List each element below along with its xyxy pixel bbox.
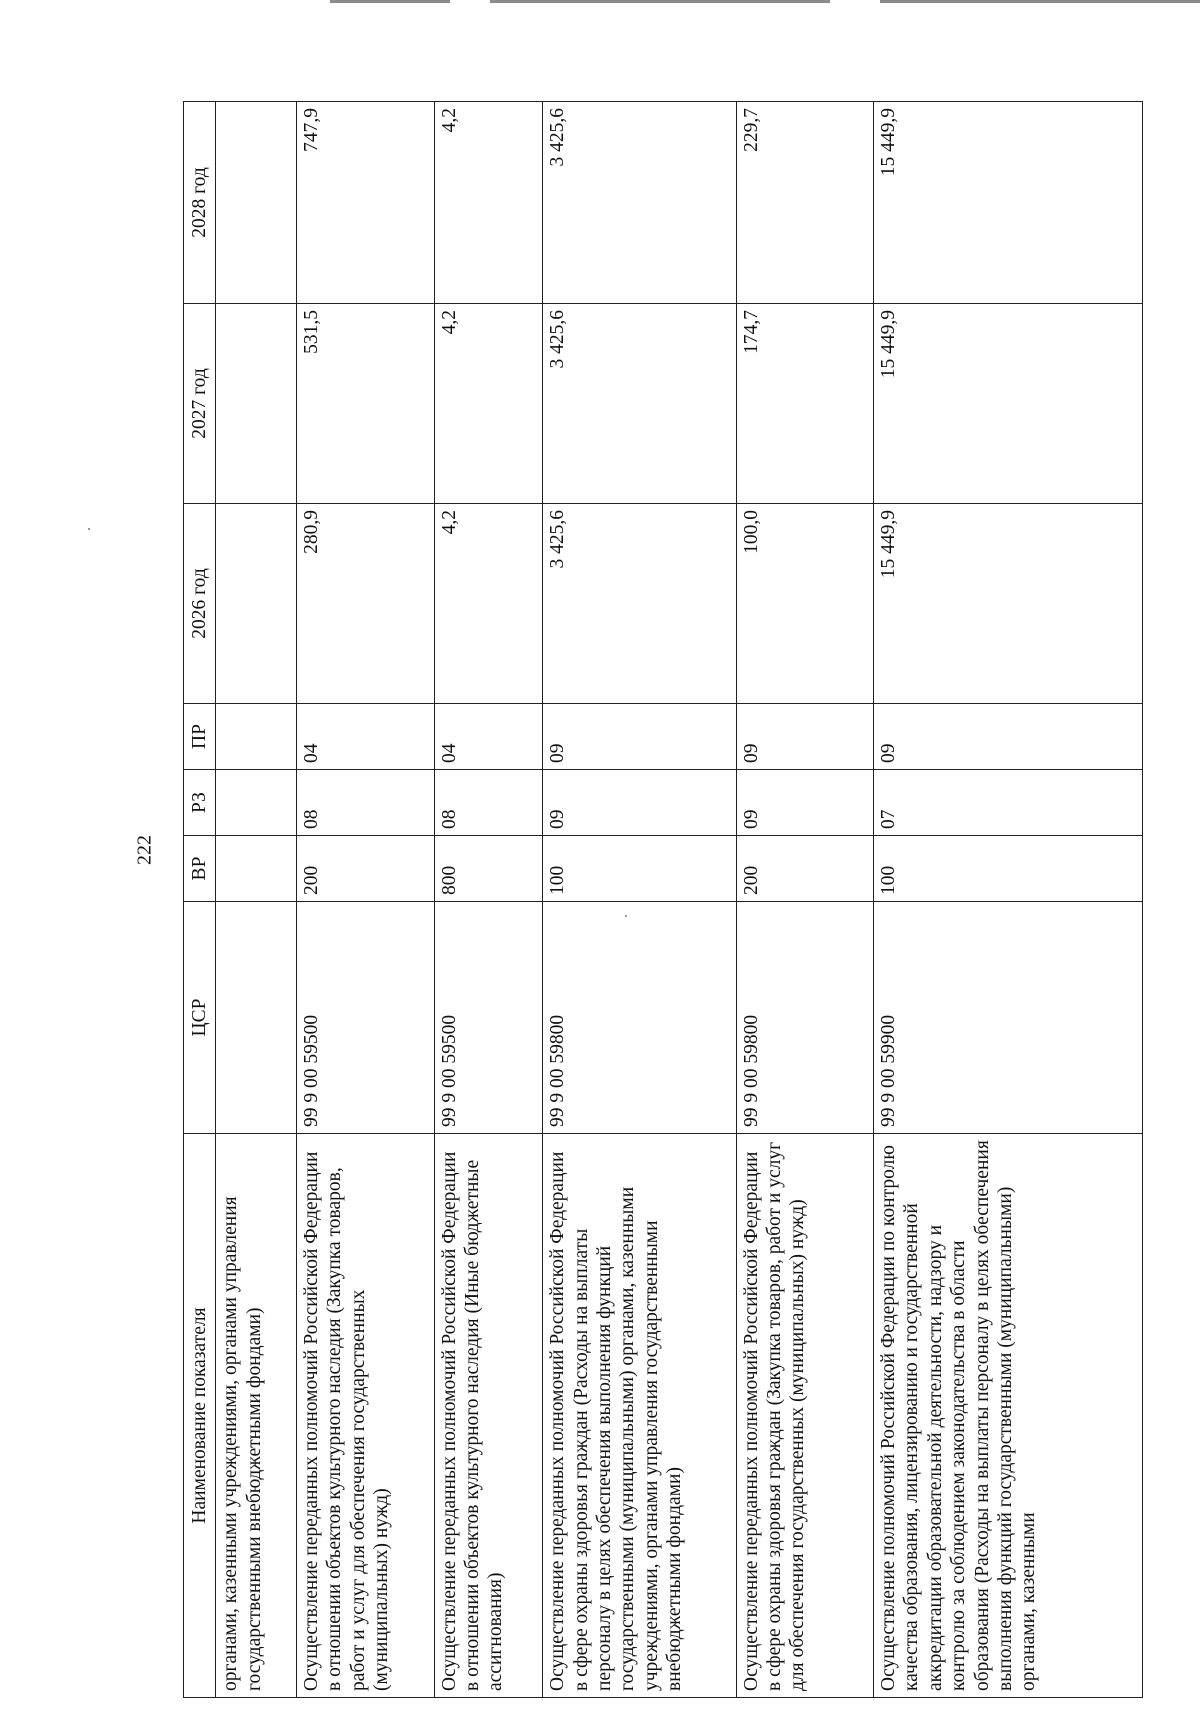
row-pr xyxy=(216,704,297,770)
header-rz: РЗ xyxy=(184,770,216,836)
budget-table xyxy=(183,101,1143,1698)
row-2026 xyxy=(216,504,297,704)
row-2026: 280,9 xyxy=(297,504,435,704)
table-row xyxy=(216,102,297,1698)
row-name: Осуществление переданных полномочий Российской Федерации в сфере охраны здоровья граждан (Закупка товаров, работ и услуг для обеспечения государственных (муниципальных) нужд) xyxy=(736,1134,874,1698)
row-pr: 09 xyxy=(543,704,736,770)
row-2028: 4,2 xyxy=(434,102,543,304)
row-pr: 09 xyxy=(874,704,1143,770)
table-header-row xyxy=(184,102,216,1698)
row-name: Осуществление полномочий Российской Федерации по контролю качества образования, лицензированию и государственной аккредитации образовательной деятельности, надзору и контролю за соблюдением законодательства в области образования (Расходы на выплаты персоналу в целях обеспечения выполнения функций государственными (муниципальными) органами, казенными xyxy=(874,1134,1143,1698)
row-vr: 800 xyxy=(434,836,543,902)
header-2026: 2026 год xyxy=(184,504,216,704)
table-row xyxy=(543,102,736,1698)
rotated-page xyxy=(183,102,1143,1698)
row-rz: 09 xyxy=(736,770,874,836)
table-row xyxy=(434,102,543,1698)
table-row xyxy=(297,102,435,1698)
row-2028: 229,7 xyxy=(736,102,874,304)
row-pr: 04 xyxy=(297,704,435,770)
row-2027: 4,2 xyxy=(434,304,543,504)
row-2027: 531,5 xyxy=(297,304,435,504)
row-2026: 3 425,6 xyxy=(543,504,736,704)
row-2027: 3 425,6 xyxy=(543,304,736,504)
page-number: 222 xyxy=(133,835,156,865)
row-2028: 15 449,9 xyxy=(874,102,1143,304)
header-vr: ВР xyxy=(184,836,216,902)
row-csr: 99 9 00 59800 xyxy=(543,902,736,1134)
row-vr: 100 xyxy=(874,836,1143,902)
header-2028: 2028 год xyxy=(184,102,216,304)
header-pr: ПР xyxy=(184,704,216,770)
row-name: Осуществление переданных полномочий Российской Федерации в сфере охраны здоровья граждан (Расходы на выплаты персоналу в целях обеспечения выполнения функций государственными (муниципальными) органами, казенными учреждениями, органами управления государственными внебюджетными фондами) xyxy=(543,1134,736,1698)
row-2028: 3 425,6 xyxy=(543,102,736,304)
row-2028: 747,9 xyxy=(297,102,435,304)
scan-top-rule xyxy=(330,0,450,3)
scan-top-rule xyxy=(880,0,1200,3)
row-2026: 100,0 xyxy=(736,504,874,704)
row-rz: 07 xyxy=(874,770,1143,836)
row-rz: 08 xyxy=(434,770,543,836)
row-rz: 09 xyxy=(543,770,736,836)
row-2026: 4,2 xyxy=(434,504,543,704)
row-name: Осуществление переданных полномочий Российской Федерации в отношении объектов культурного наследия (Иные бюджетные ассигнования) xyxy=(434,1134,543,1698)
table-row xyxy=(736,102,874,1698)
row-csr: 99 9 00 59500 xyxy=(297,902,435,1134)
row-csr xyxy=(216,902,297,1134)
row-2027: 174,7 xyxy=(736,304,874,504)
table-row xyxy=(874,102,1143,1698)
header-name: Наименование показателя xyxy=(184,1134,216,1698)
row-rz xyxy=(216,770,297,836)
scan-top-rule xyxy=(490,0,830,3)
row-2027: 15 449,9 xyxy=(874,304,1143,504)
row-2026: 15 449,9 xyxy=(874,504,1143,704)
row-vr: 200 xyxy=(297,836,435,902)
row-pr: 09 xyxy=(736,704,874,770)
row-pr: 04 xyxy=(434,704,543,770)
row-vr xyxy=(216,836,297,902)
row-2028 xyxy=(216,102,297,304)
row-csr: 99 9 00 59500 xyxy=(434,902,543,1134)
row-2027 xyxy=(216,304,297,504)
row-csr: 99 9 00 59800 xyxy=(736,902,874,1134)
header-csr: ЦСР xyxy=(184,902,216,1134)
row-csr: 99 9 00 59900 xyxy=(874,902,1143,1134)
row-vr: 100 xyxy=(543,836,736,902)
row-rz: 08 xyxy=(297,770,435,836)
header-2027: 2027 год xyxy=(184,304,216,504)
row-name: Осуществление переданных полномочий Российской Федерации в отношении объектов культурного наследия (Закупка товаров, работ и услуг для обеспечения государственных (муниципальных) нужд) xyxy=(297,1134,435,1698)
row-vr: 200 xyxy=(736,836,874,902)
row-name: органами, казенными учреждениями, органами управления государственными внебюджетными фондами) xyxy=(216,1134,297,1698)
scan-speck xyxy=(88,528,90,530)
